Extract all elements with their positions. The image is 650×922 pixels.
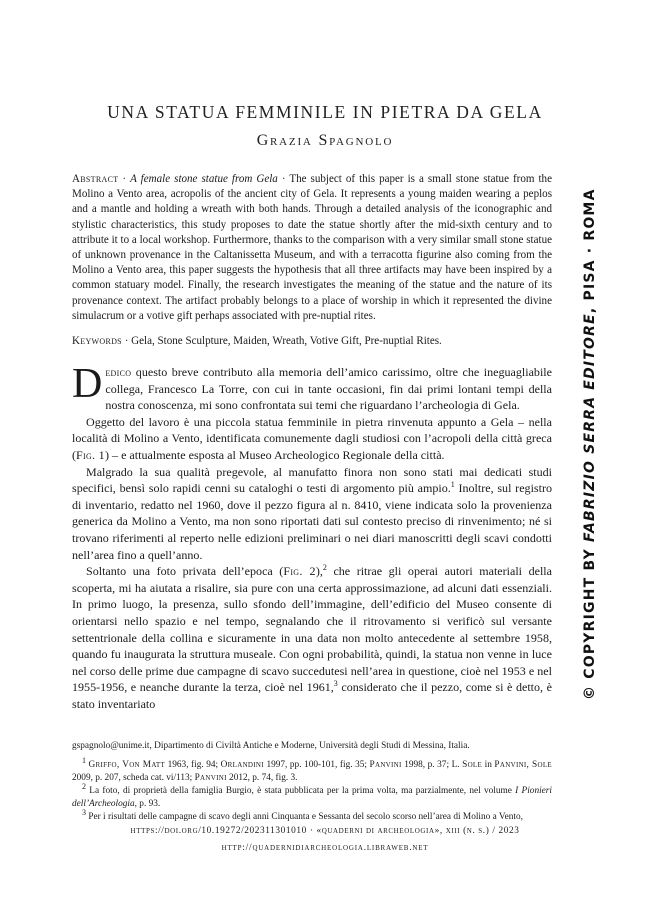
footnote-3-number: 3 — [82, 807, 86, 817]
fn1-author: Griffo, Von Matt — [88, 760, 166, 770]
fn1-author: Orlandini — [220, 760, 264, 770]
fn1-text: in — [482, 760, 495, 770]
fn1-text: 2012, p. 74, fig. 3. — [226, 773, 298, 783]
footnote-3 — [72, 807, 552, 824]
footnote-2-number: 2 — [82, 781, 86, 791]
fn1-author: Panvini — [369, 760, 402, 770]
footnote-ref-2: 2 — [322, 563, 327, 573]
fn1-author: Panvini — [194, 773, 227, 783]
footnotes — [72, 740, 552, 824]
abstract — [72, 172, 552, 324]
fn1-text: 1998, p. 37; L. — [401, 760, 463, 770]
paragraph-2-text-b: ) – e attualmente esposta al Museo Archeologico Regionale della città. — [105, 447, 445, 462]
fn1-author: Panvini, Sole — [494, 760, 552, 770]
fn1-text: 2009, p. 207, scheda cat. vi/113; — [72, 773, 195, 783]
fn1-author: Sole — [462, 760, 483, 770]
figure-ref-1: Fig. 1 — [76, 447, 106, 462]
footnote-ref-1: 1 — [450, 480, 455, 490]
journal-url-link[interactable]: http://quadernidiarcheologia.libraweb.net — [221, 843, 429, 853]
paragraph-4-text-d: considerato che il pezzo, come si è detto, è stato inventariato — [72, 680, 552, 711]
publisher-name: FABRIZIO SERRA EDITORE — [582, 313, 598, 542]
fn1-text: 1997, pp. 100-101, fig. 35; — [263, 760, 370, 770]
paragraph-2-text-a: Oggetto del lavoro è una piccola statua femminile in pietra rinvenuta appunto a Gela – nella località di Molino a Vento, identificata comunemente dagli studiosi con l’acropoli della città greca ( — [72, 414, 552, 462]
footnote-1-number: 1 — [82, 755, 86, 765]
keywords-text: · Gela, Stone Sculpture, Maiden, Wreath, Votive Gift, Pre-nuptial Rites. — [121, 335, 442, 347]
body-paragraph-4 — [72, 563, 552, 712]
author-affiliation: gspagnolo@unime.it, Dipartimento di Civiltà Antiche e Moderne, Università degli Studi di Messina, Italia. — [72, 741, 470, 751]
keywords-label: Keywords — [72, 335, 122, 347]
abstract-text: · The subject of this paper is a small stone statue from the Molino a Vento area, acropolis of the ancient city of Gela. It represents a young maiden wearing a peplos and a mantle and holding a wreath with both hands. Through a detailed analysis of the iconographic and stylistic characteristics, this study proposes to date the statue shortly after the mid-sixth century and to attribute it to a local workshop. Furthermore, thanks to the comparison with a very similar small stone statue of unknown provenance in the Caltanissetta Museum, and with a terracotta figurine also coming from the Molino a Vento area, this paper suggests the hypothesis that all three artifacts may have been inspired by a common statuary model. Finally, the research investigates the meaning of the statue and the nature of its provenance context. The artifact probably belongs to a place of worship in which it represented the divine simulacrum or a votive gift perhaps associated with pre-nuptial rites. — [72, 173, 552, 322]
publisher-location: , PISA · ROMA — [582, 188, 598, 314]
body-paragraph-1 — [72, 361, 552, 414]
fn2-text: , p. 93. — [134, 799, 161, 809]
fn1-text: 1963, fig. 94; — [165, 760, 221, 770]
article-title: UNA STATUA FEMMINILE IN PIETRA DA GELA — [107, 102, 543, 122]
body-paragraph-3 — [72, 464, 552, 564]
abstract-label: Abstract — [72, 173, 119, 185]
footnote-2 — [72, 781, 553, 811]
fn3-text: Per i risultati delle campagne di scavo degli anni Cinquanta e Sessanta del secolo scorso nell’area di Molino a Vento, — [88, 812, 523, 822]
fn2-text: La foto, di proprietà della famiglia Burgio, è stata pubblicata per la prima volta, ma parzialmente, nel volume — [89, 786, 516, 796]
doi-link[interactable]: https://doi.org/10.19272/202311301010 · «quaderni di archeologia», xiii (n. s.) / 2023 — [130, 826, 520, 836]
article-author: Grazia Spagnolo — [256, 132, 394, 149]
dedication-opening: edico — [105, 365, 132, 379]
paragraph-4-text-b: ), — [315, 564, 323, 579]
paragraph-4-text-c: che ritrae gli operai autori materiali della scoperta, mi ha aiutata a risalire, sia pure con una certa approssimazione, ad alcuni dati essenziali. In primo luogo, la presenza, sullo sfondo dell’immagine, dell’edificio del Museo consente di orientarsi nello spazio e nel tempo, segnalando che il ritrovamento si verificò sul versante settentrionale della collina e sicuramente in una data non molto antecedente al settembre 1958, quando fu inaugurata la struttura museale. Con ogni probabilità, quindi, la statua non venne in luce nel corso delle prime due campagne di scavo succedutesi nell’area in questione, cioè nel 1953 e nel 1955-1956, e neanche durante la terza, cioè nel 1961, — [72, 564, 552, 695]
footnote-1 — [72, 755, 552, 785]
keywords — [72, 334, 552, 349]
abstract-english-title: A female stone statue from Gela — [130, 173, 278, 185]
copyright-notice — [582, 180, 602, 700]
copyright-prefix: © COPYRIGHT BY — [582, 542, 598, 700]
fn2-book-title: I Pionieri dell’Archeologia — [72, 786, 553, 809]
figure-ref-2: Fig. 2 — [283, 564, 316, 579]
paragraph-1-text: questo breve contributo alla memoria dell’amico carissimo, oltre che ineguagliabile collega, Francesco La Torre, con cui in tante occasioni, fin dai primi lontani tempi della nostra conoscenza, mi sono confrontata sui temi che riguardano l’archeologia di Gela. — [105, 365, 552, 413]
paragraph-3-text-a: Malgrado la sua qualità pregevole, al manufatto finora non sono stati mai dedicati studi specifici, bensì solo rapidi cenni su cataloghi o testi di argomento più ampio. — [72, 464, 552, 496]
drop-cap: D — [72, 361, 103, 407]
abstract-separator: · — [118, 173, 131, 185]
paragraph-4-text-a: Soltanto una foto privata dell’epoca ( — [86, 564, 284, 579]
article-body — [72, 361, 552, 712]
footnote-ref-3: 3 — [333, 679, 338, 689]
paragraph-3-text-b: Inoltre, sul registro di inventario, redatto nel 1960, dove il pezzo figura al n. 8410, viene indicata solo la provenienza generica da Molino a Vento, ma non sono riportati dati sul contesto preciso di rinvenimento; né si trovano riferimenti al reperto nelle edizioni preliminari o nei diari manoscritti degli scavi condotti nell’area fino a quell’anno. — [72, 481, 552, 562]
body-paragraph-2 — [72, 414, 552, 464]
